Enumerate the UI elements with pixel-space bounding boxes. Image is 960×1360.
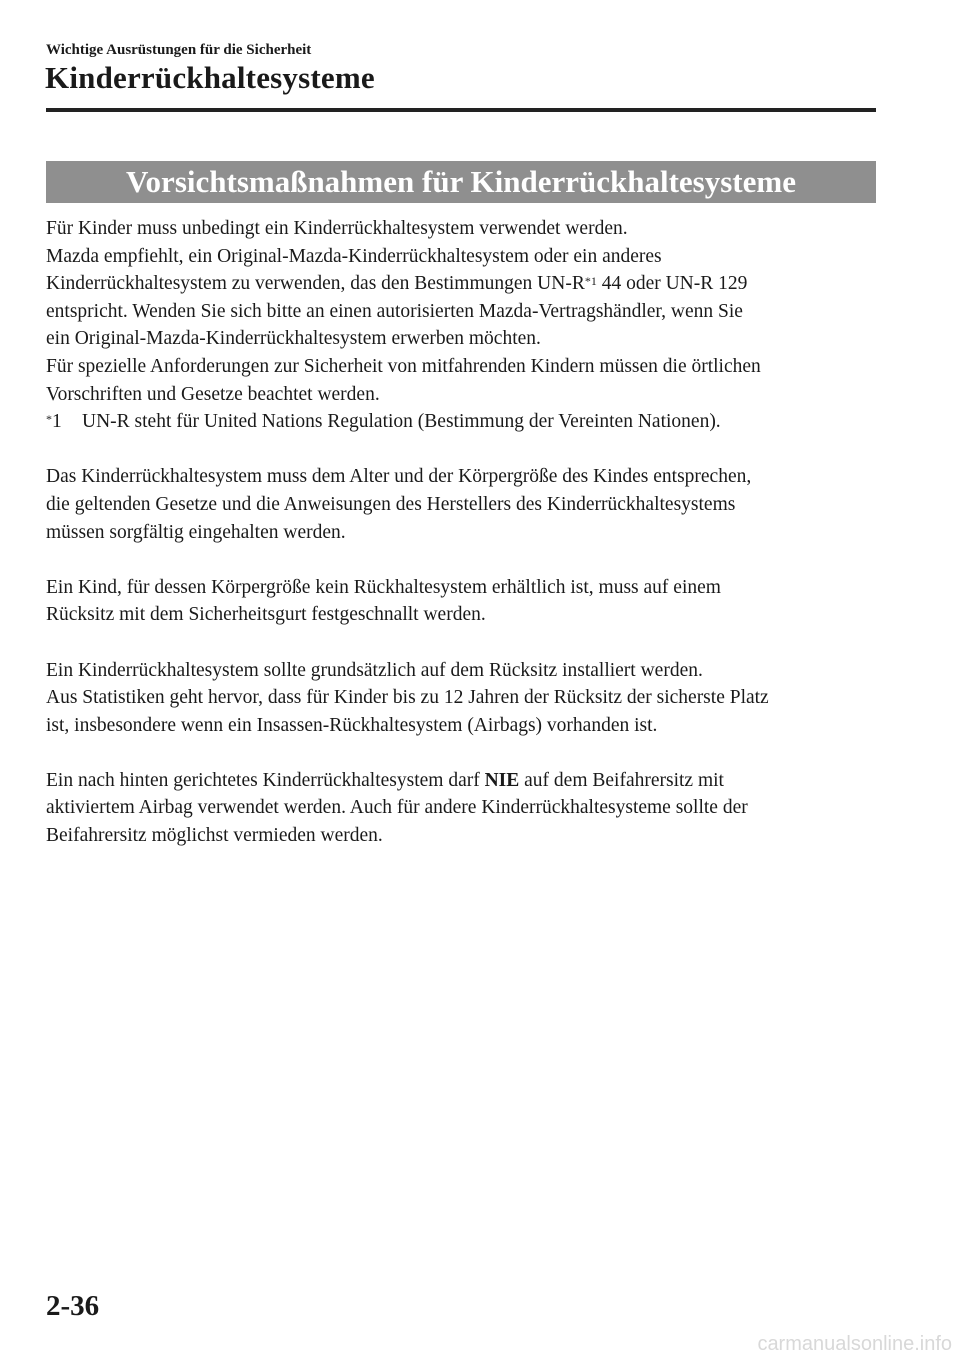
paragraph [46,657,896,740]
emphasis-never: NIE [484,769,520,791]
text-line: Rücksitz mit dem Sicherheitsgurt festgeschnallt werden. [46,604,486,626]
footnote-star: * [46,412,52,427]
footnote-reference: *1 [584,274,597,289]
section-banner: Vorsichtsmaßnahmen für Kinderrückhaltesysteme [46,161,876,203]
text-line: Mazda empfiehlt, ein Original-Mazda-Kinderrückhaltesystem oder ein anderes [46,245,662,267]
text-line: aktiviertem Airbag verwendet werden. Auch für andere Kinderrückhaltesysteme sollte der [46,797,748,819]
watermark: carmanualsonline.info [757,1333,952,1355]
text-line: Das Kinderrückhaltesystem muss dem Alter und der Körpergröße des Kindes entsprechen, [46,466,752,488]
text-line: Für Kinder muss unbedingt ein Kinderrückhaltesystem verwendet werden. [46,218,628,239]
paragraph [46,463,896,546]
spacer [46,739,896,767]
spacer [46,629,896,657]
paragraph [46,215,896,243]
text-line: Aus Statistiken geht hervor, dass für Kinder bis zu 12 Jahren der Rücksitz der sicherste Platz [46,687,769,709]
chapter-title: Kinderrückhaltesysteme [45,60,375,95]
text-line: Vorschriften und Gesetze beachtet werden. [46,383,380,405]
paragraph [46,353,896,408]
footnote-number: 1 [52,411,62,433]
spacer [46,436,896,464]
text-line: 44 oder UN-R 129 [596,273,748,295]
text-line: Ein Kind, für dessen Körpergröße kein Rückhaltesystem erhältlich ist, muss auf einem [46,576,721,598]
text-line: ein Original-Mazda-Kinderrückhaltesystem erwerben möchten. [46,328,541,350]
footnote [46,408,896,436]
text-line: Beifahrersitz möglichst vermieden werden. [46,825,383,847]
footnote-marker [46,408,82,436]
header-rule [46,108,876,112]
text-line: Ein nach hinten gerichtetes Kinderrückhaltesystem darf [46,769,485,791]
text-line: auf dem Beifahrersitz mit [519,769,724,791]
text-line: ist, insbesondere wenn ein Insassen-Rückhaltesystem (Airbags) vorhanden ist. [46,714,658,736]
paragraph [46,767,896,850]
paragraph [46,574,896,629]
paragraph [46,243,896,353]
text-line: Für spezielle Anforderungen zur Sicherheit von mitfahrenden Kindern müssen die örtlichen [46,355,761,377]
text-line: Ein Kinderrückhaltesystem sollte grundsätzlich auf dem Rücksitz installiert werden. [46,659,703,681]
text-line: müssen sorgfältig eingehalten werden. [46,521,346,543]
text-line: entspricht. Wenden Sie sich bitte an einen autorisierten Mazda-Vertragshändler, wenn Sie [46,300,743,322]
spacer [46,546,896,574]
footnote-text: UN-R steht für United Nations Regulation (Bestimmung der Vereinten Nationen). [82,411,721,433]
body-text [46,215,896,850]
text-line: die geltenden Gesetze und die Anweisungen des Herstellers des Kinderrückhaltesystems [46,493,736,515]
section-label: Wichtige Ausrüstungen für die Sicherheit [46,42,312,58]
page-number: 2-36 [46,1290,100,1322]
text-line: Kinderrückhaltesystem zu verwenden, das den Bestimmungen UN-R [46,273,585,295]
